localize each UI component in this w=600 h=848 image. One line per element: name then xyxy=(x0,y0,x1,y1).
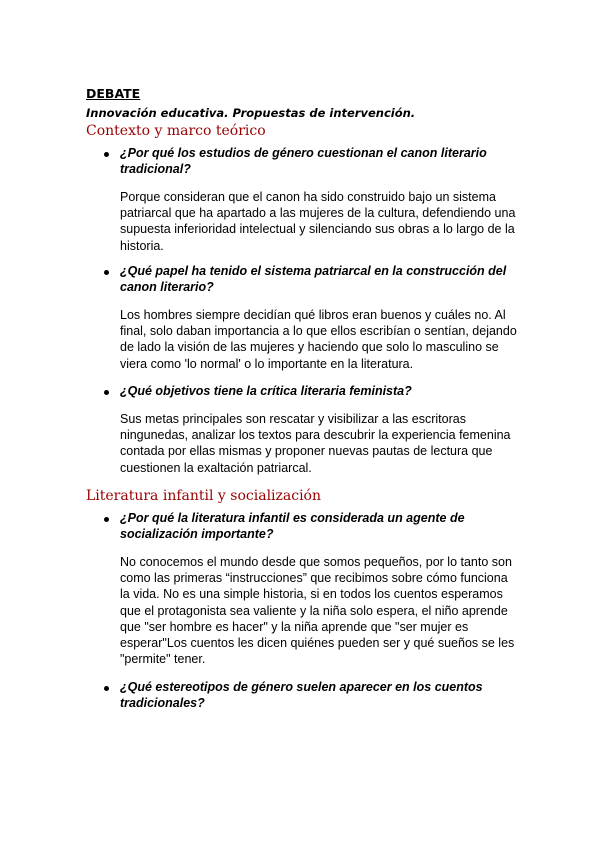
document-subtitle: Innovación educativa. Propuestas de intervención. xyxy=(86,106,416,120)
section-title-literatura-infantil: Literatura infantil y socialización xyxy=(86,488,322,504)
section-title-contexto: Contexto y marco teórico xyxy=(86,123,266,139)
bullet-icon xyxy=(104,270,109,275)
bullet-icon xyxy=(104,152,109,157)
answer-2: Los hombres siempre decidían qué libros eran buenos y cuáles no. Al final, solo daban importancia a lo que ellos escribían o sentían, dejando de lado la visión de las mujeres y haciendo que solo lo masculino se viera como 'lo normal' o lo importante en la literatura. xyxy=(120,308,517,371)
question-5: ¿Qué estereotipos de género suelen aparecer en los cuentos tradicionales? xyxy=(120,680,483,710)
question-1: ¿Por qué los estudios de género cuestionan el canon literario tradicional? xyxy=(120,146,487,176)
answer-3: Sus metas principales son rescatar y visibilizar a las escritoras ningunedas, analizar los textos para descubrir la experiencia femenina contada por ellas mismas y proponer nuevas pautas de lectura que cuestionen la exaltación patriarcal. xyxy=(120,412,511,475)
answer-1: Porque consideran que el canon ha sido construido bajo un sistema patriarcal que ha apartado a las mujeres de la cultura, defendiendo una supuesta inferioridad intelectual y silenciando sus obras a lo largo de la historia. xyxy=(120,190,516,253)
question-4: ¿Por qué la literatura infantil es considerada un agente de socialización importante? xyxy=(120,511,465,541)
bullet-icon xyxy=(104,390,109,395)
question-3: ¿Qué objetivos tiene la crítica literaria feminista? xyxy=(120,384,412,398)
answer-4: No conocemos el mundo desde que somos pequeños, por lo tanto son como las primeras “instrucciones” que recibimos sobre cómo funciona la vida. No es una simple historia, si en todos los cuentos esperamos que el protagonista sea valiente y la niña solo espera, el niño aprende que "ser hombre es hacer" y la niña aprende que "ser mujer es esperar"Los cuentos les dicen quiénes pueden ser y qué sueños se les "permite" tener. xyxy=(120,555,515,667)
bullet-icon xyxy=(104,517,109,522)
bullet-icon xyxy=(104,686,109,691)
document-title: DEBATE xyxy=(86,86,141,101)
question-2: ¿Qué papel ha tenido el sistema patriarcal en la construcción del canon literario? xyxy=(120,264,507,294)
